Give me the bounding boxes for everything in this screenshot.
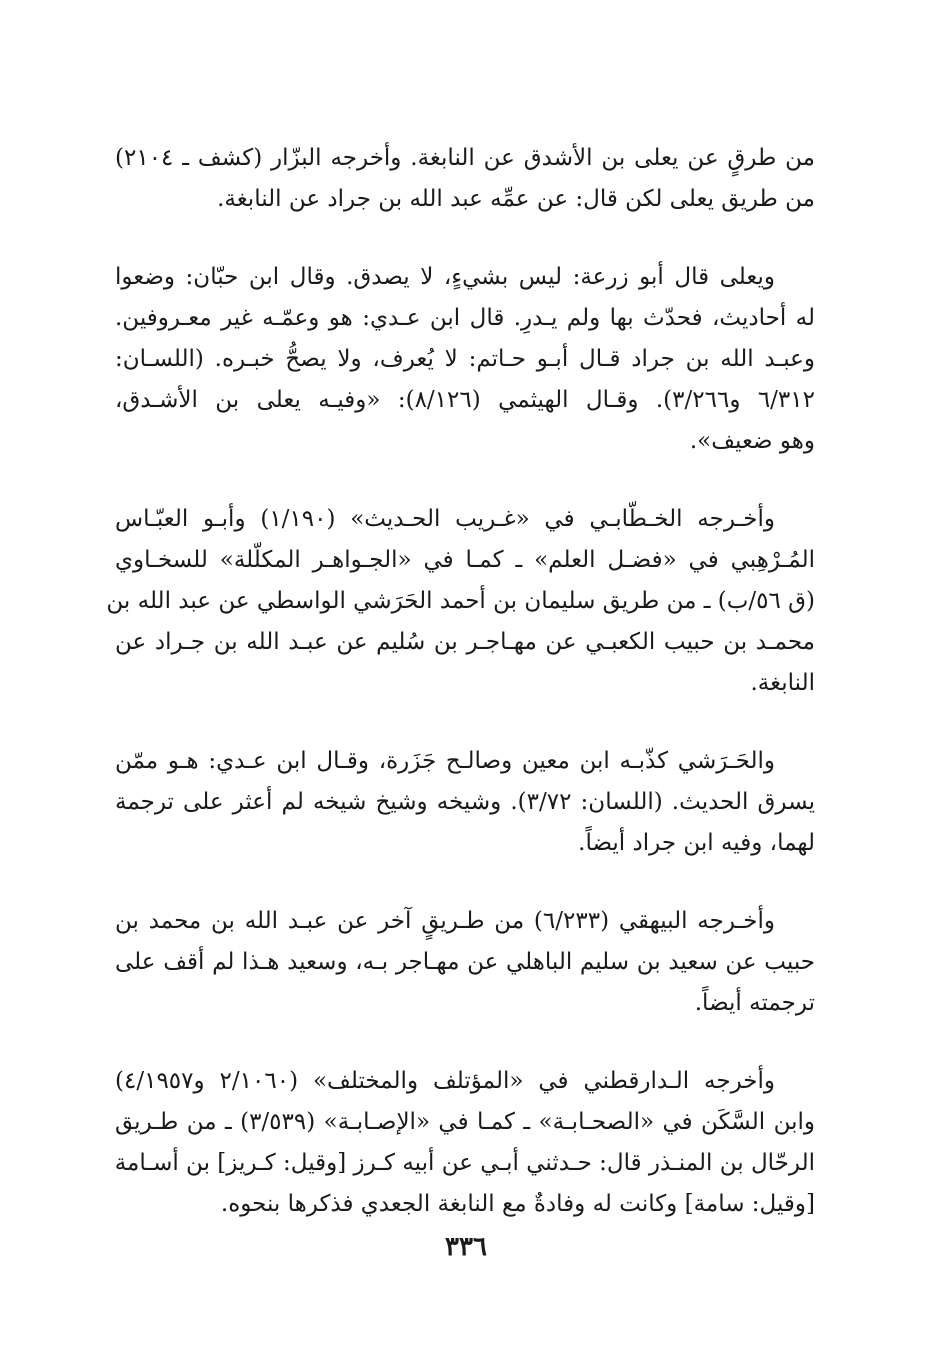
text-line: وأخـرجه البيهقي (٦/٢٣٣) من طـريقٍ آخر عن عبـد الله بن محمد بن xyxy=(115,908,776,934)
text-line: (ق ٥٦/ب) ـ من طريق سليمان بن أحمد الحَرَشي الواسطي عن عبد الله بن xyxy=(106,588,815,614)
text-line: وهو ضعيف». xyxy=(689,428,815,454)
paragraph-5 xyxy=(115,901,815,1024)
text-line: وعبـد الله بن جراد قـال أبـو حـاتم: لا يُعرف، ولا يصحُّ خبـره. (اللسـان: xyxy=(115,346,815,372)
text-line: من طرقٍ عن يعلى بن الأشدق عن النابغة. وأخرجه البزّار (كشف ـ ٢١٠٤) xyxy=(115,145,815,171)
text-line: [وقيل: سامة] وكانت له وفادةٌ مع النابغة الجعدي فذكرها بنحوه. xyxy=(220,1191,815,1217)
text-line: وأخرجه الـدارقطني في «المؤتلف والمختلف» (٢/١٠٦٠ و٤/١٩٥٧) xyxy=(115,1068,775,1094)
text-line: ويعلى قال أبو زرعة: ليس بشيءٍ، لا يصدق. وقال ابن حبّان: وضعوا xyxy=(115,264,775,290)
paragraph-4 xyxy=(115,741,815,864)
paragraph-1 xyxy=(115,138,815,220)
text-line: له أحاديث، فحدّث بها ولم يـدرِ. قال ابن عـدي: هو وعمّـه غير معـروفين. xyxy=(115,305,815,331)
paragraph-3 xyxy=(106,499,815,704)
text-line: والحَـرَشي كذّبـه ابن معين وصالـح جَزَرة، وقـال ابن عـدي: هـو ممّن xyxy=(115,748,776,774)
text-line: المُـرْهِبي في «فضـل العلم» ـ كمـا في «الجـواهـر المكلّلة» للسخـاوي xyxy=(115,547,815,573)
text-line: محمـد بن حبيب الكعبـي عن مهـاجـر بن سُليم عن عبـد الله بن جـراد عن xyxy=(115,629,815,655)
text-line: ٦/٣١٢ و٣/٢٦٦). وقـال الهيثمي (٨/١٢٦): «وفيـه يعلى بن الأشـدق، xyxy=(115,387,815,413)
text-line: وابن السَّكَن في «الصحـابـة» ـ كمـا في «الإصـابـة» (٣/٥٣٩) ـ من طـريق xyxy=(115,1109,815,1135)
text-line: النابغة. xyxy=(750,670,815,696)
text-line: الرحّال بن المنـذر قال: حـدثني أبـي عن أبيه كـرز [وقيل: كـريز] بن أسـامة xyxy=(114,1150,815,1176)
paragraph-6 xyxy=(115,1061,815,1225)
text-line: لهما، وفيه ابن جراد أيضاً. xyxy=(578,830,815,856)
page-body xyxy=(106,138,815,1225)
page-number: ٣٣٦ xyxy=(445,1232,487,1262)
text-line: يسرق الحديث. (اللسان: ٣/٧٢). وشيخه وشيخ شيخه لم أعثر على ترجمة xyxy=(115,789,815,815)
text-line: من طريق يعلى لكن قال: عن عمِّه عبد الله بن جراد عن النابغة. xyxy=(217,186,815,212)
text-line: وأخـرجه الخـطّابـي في «غـريب الحـديث» (١/١٩٠) وأبـو العبّـاس xyxy=(115,506,775,532)
paragraph-2 xyxy=(115,257,815,462)
text-line: ترجمته أيضاً. xyxy=(694,990,815,1016)
text-line: حبيب عن سعيد بن سليم الباهلي عن مهـاجر بـه، وسعيد هـذا لم أقف على xyxy=(115,949,815,975)
